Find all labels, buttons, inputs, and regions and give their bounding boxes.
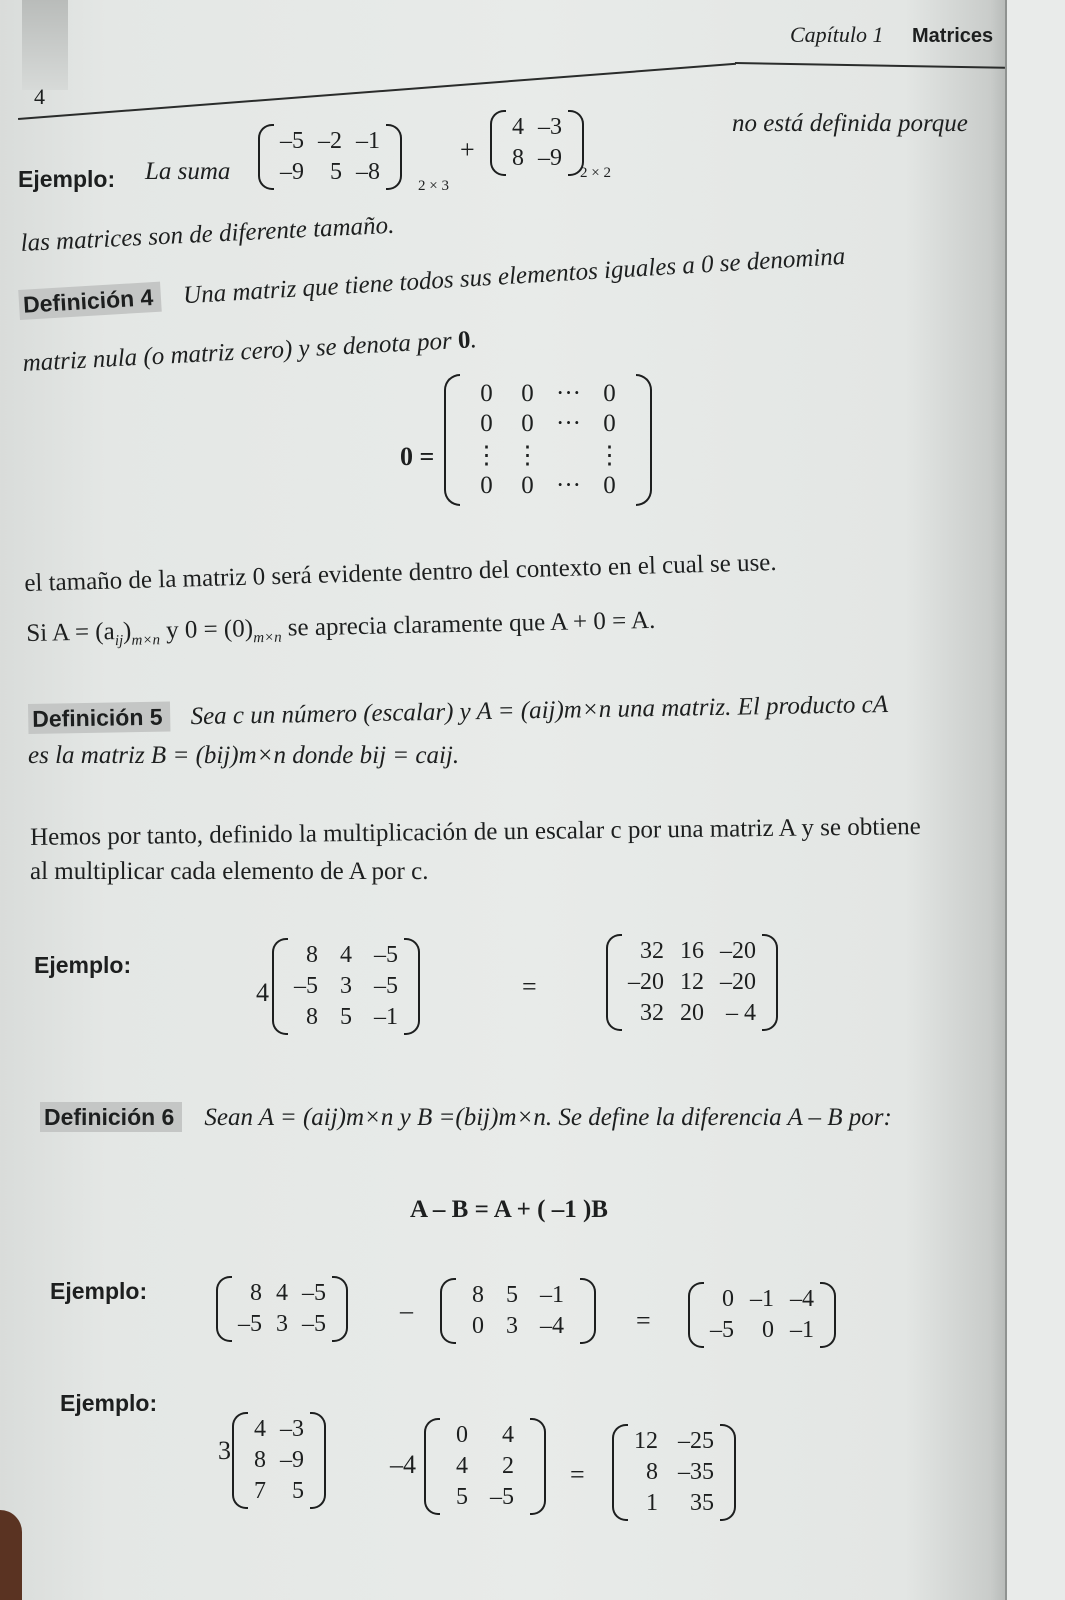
matrix-cell: –5 [302, 1280, 326, 1306]
result-matrix [688, 1282, 836, 1348]
paragraph: Si $A = (a_{ij})_{m\times n}$ y $0 = (0)_{m\times n}$ se aprecia claramente que A + 0 = A. [26, 606, 656, 650]
definition-label: Definición 4 [18, 282, 162, 320]
matrix-cell: 0 [472, 1313, 484, 1339]
matrix-cell: 7 [254, 1478, 266, 1504]
matrix-cell: 1 [646, 1490, 658, 1516]
definition-text: Sean A = (aij)m×n y B =(bij)m×n. Se define la diferencia A – B por: [204, 1104, 892, 1131]
matrix-cell: –1 [356, 128, 380, 154]
equals-operator: = [570, 1460, 585, 1489]
matrix-size: 2 × 2 [580, 165, 611, 181]
matrix-cell: –9 [538, 145, 562, 171]
matrix-cell: 0 [603, 472, 616, 499]
matrix-cell: 32 [640, 1000, 664, 1026]
matrix-cell: ⋮ [474, 442, 499, 469]
matrix-2x3 [216, 1276, 348, 1342]
matrix-cell: 4 [512, 114, 524, 140]
matrix-cell: –3 [538, 114, 562, 140]
matrix-cell: 5 [330, 159, 342, 185]
paragraph: Hemos por tanto, definido la multiplicación de un escalar c por una matriz A y se obtiene [30, 813, 921, 851]
matrix-cell [556, 440, 581, 470]
matrix-cell: 5 [292, 1478, 304, 1504]
definition-label: Definición 6 [40, 1102, 182, 1132]
matrix-cell: –2 [318, 128, 342, 154]
matrix-cell: 8 [472, 1282, 484, 1308]
difference-formula: A – B = A + ( –1 )B [410, 1196, 608, 1223]
example-label: Ejemplo: [50, 1278, 148, 1304]
matrix-cell: – 4 [726, 1000, 756, 1026]
matrix-cell: 3 [276, 1311, 288, 1337]
matrix-cell: 3 [340, 973, 352, 999]
scalar: 4 [256, 978, 269, 1007]
matrix-cell: 5 [340, 1004, 352, 1030]
zero-symbol: 0 = [400, 442, 435, 471]
example-label: Ejemplo: [60, 1390, 158, 1416]
matrix-cell: 0 [480, 410, 493, 437]
plus-operator: + [460, 135, 475, 164]
matrix-2x3 [440, 1278, 596, 1344]
definition-text: matriz nula (o matriz cero) y se denota por 0. [22, 326, 478, 377]
equals-operator: = [522, 972, 537, 1001]
matrix-cell: 0 [480, 472, 493, 499]
example-label: Ejemplo: [34, 952, 132, 978]
matrix-cell: 8 [512, 145, 524, 171]
matrix-cell: –8 [356, 159, 380, 185]
zero-matrix [444, 374, 652, 506]
definition-text: Sea c un número (escalar) y A = (aij)m×n una matriz. El producto cA [190, 690, 889, 731]
definition-text: es la matriz B = (bij)m×n donde bij = caij. [28, 742, 460, 769]
matrix-cell: –5 [280, 128, 304, 154]
matrix-3x3 [272, 938, 420, 1035]
example-text: las matrices son de diferente tamaño. [20, 211, 395, 257]
matrix-cell: 0 [456, 1422, 468, 1448]
matrix-cell: 12 [680, 969, 704, 995]
matrix-cell: –5 [294, 973, 318, 999]
example-text: no está definida porque [732, 110, 968, 137]
paragraph: al multiplicar cada elemento de A por c. [30, 858, 429, 885]
example-label: Ejemplo: [18, 166, 116, 192]
matrix-cell: ⋮ [515, 442, 540, 469]
matrix-cell: –35 [678, 1459, 714, 1485]
matrix-cell: 3 [506, 1313, 518, 1339]
page-gutter-shadow [22, 0, 68, 90]
matrix-cell: 0 [521, 410, 534, 437]
matrix-cell: 4 [340, 942, 352, 968]
thumb-in-frame [0, 1510, 22, 1600]
matrix-cell: –25 [678, 1428, 714, 1454]
matrix-cell: –5 [374, 942, 398, 968]
definition-text: Una matriz que tiene todos sus elementos iguales a 0 se denomina [182, 242, 846, 310]
chapter-label: Capítulo 1 [790, 22, 884, 47]
matrix-cell: –1 [750, 1286, 774, 1312]
matrix-cell: 8 [250, 1280, 262, 1306]
matrix-cell: –1 [790, 1317, 814, 1343]
matrix-cell: 8 [306, 942, 318, 968]
matrix-cell: –9 [280, 1447, 304, 1473]
matrix-cell: 2 [502, 1453, 514, 1479]
matrix-cell: ··· [556, 410, 581, 437]
matrix-cell: 8 [646, 1459, 658, 1485]
matrix-cell: –20 [720, 969, 756, 995]
matrix-cell: ⋮ [596, 442, 622, 469]
matrix-cell: 0 [480, 380, 493, 407]
matrix-cell: 32 [640, 938, 664, 964]
minus-operator: – [400, 1296, 413, 1325]
matrix-cell: –4 [790, 1286, 814, 1312]
matrix-cell: 35 [690, 1490, 714, 1516]
matrix-cell: 16 [680, 938, 704, 964]
matrix-cell: –5 [710, 1317, 734, 1343]
matrix-cell: –5 [374, 973, 398, 999]
matrix-cell: –20 [720, 938, 756, 964]
matrix-2x3 [258, 124, 402, 190]
matrix-cell: –5 [490, 1484, 514, 1510]
definition-4 [18, 243, 846, 320]
matrix-cell: –5 [302, 1311, 326, 1337]
paragraph: el tamaño de la matriz 0 será evidente dentro del contexto en el cual se use. [24, 548, 777, 597]
result-matrix [606, 934, 778, 1031]
matrix-cell: 0 [762, 1317, 774, 1343]
matrix-cell: –1 [540, 1282, 564, 1308]
matrix-cell: ··· [556, 472, 581, 499]
matrix-cell: 4 [456, 1453, 468, 1479]
matrix-cell: –5 [238, 1311, 262, 1337]
matrix-cell: –3 [280, 1416, 304, 1442]
matrix-cell: –1 [374, 1004, 398, 1030]
result-matrix [612, 1424, 736, 1521]
matrix-cell: 4 [502, 1422, 514, 1448]
matrix-cell: 20 [680, 1000, 704, 1026]
matrix-cell: 5 [506, 1282, 518, 1308]
matrix-cell: 0 [521, 472, 534, 499]
matrix-cell: 12 [634, 1428, 658, 1454]
matrix-cell: 4 [254, 1416, 266, 1442]
section-title: Matrices [912, 25, 994, 47]
matrix-cell: 0 [603, 380, 616, 407]
next-page-edge [1005, 0, 1065, 1600]
matrix-3x2 [424, 1418, 546, 1515]
matrix-cell: –20 [628, 969, 664, 995]
page-number: 4 [34, 84, 45, 109]
equals-operator: = [636, 1306, 651, 1335]
matrix-size: 2 × 3 [418, 178, 449, 194]
matrix-cell: –4 [540, 1313, 564, 1339]
scalar: –4 [390, 1450, 416, 1479]
definition-label: Definición 5 [28, 702, 171, 734]
matrix-cell: 8 [306, 1004, 318, 1030]
definition-6 [40, 1104, 892, 1132]
matrix-2x2 [490, 110, 584, 176]
matrix-3x2 [232, 1412, 326, 1509]
matrix-cell: 5 [456, 1484, 468, 1510]
matrix-cell: 0 [722, 1286, 734, 1312]
matrix-cell: 0 [521, 380, 534, 407]
matrix-cell: 0 [603, 410, 616, 437]
definition-5 [28, 691, 888, 734]
header-rule-right [735, 62, 1005, 69]
matrix-cell: 4 [276, 1280, 288, 1306]
scalar: 3 [218, 1436, 231, 1465]
example-intro: La suma [145, 158, 231, 185]
matrix-cell: –9 [280, 159, 304, 185]
matrix-cell: 8 [254, 1447, 266, 1473]
header-rule [18, 63, 736, 120]
matrix-cell: ··· [556, 380, 581, 407]
